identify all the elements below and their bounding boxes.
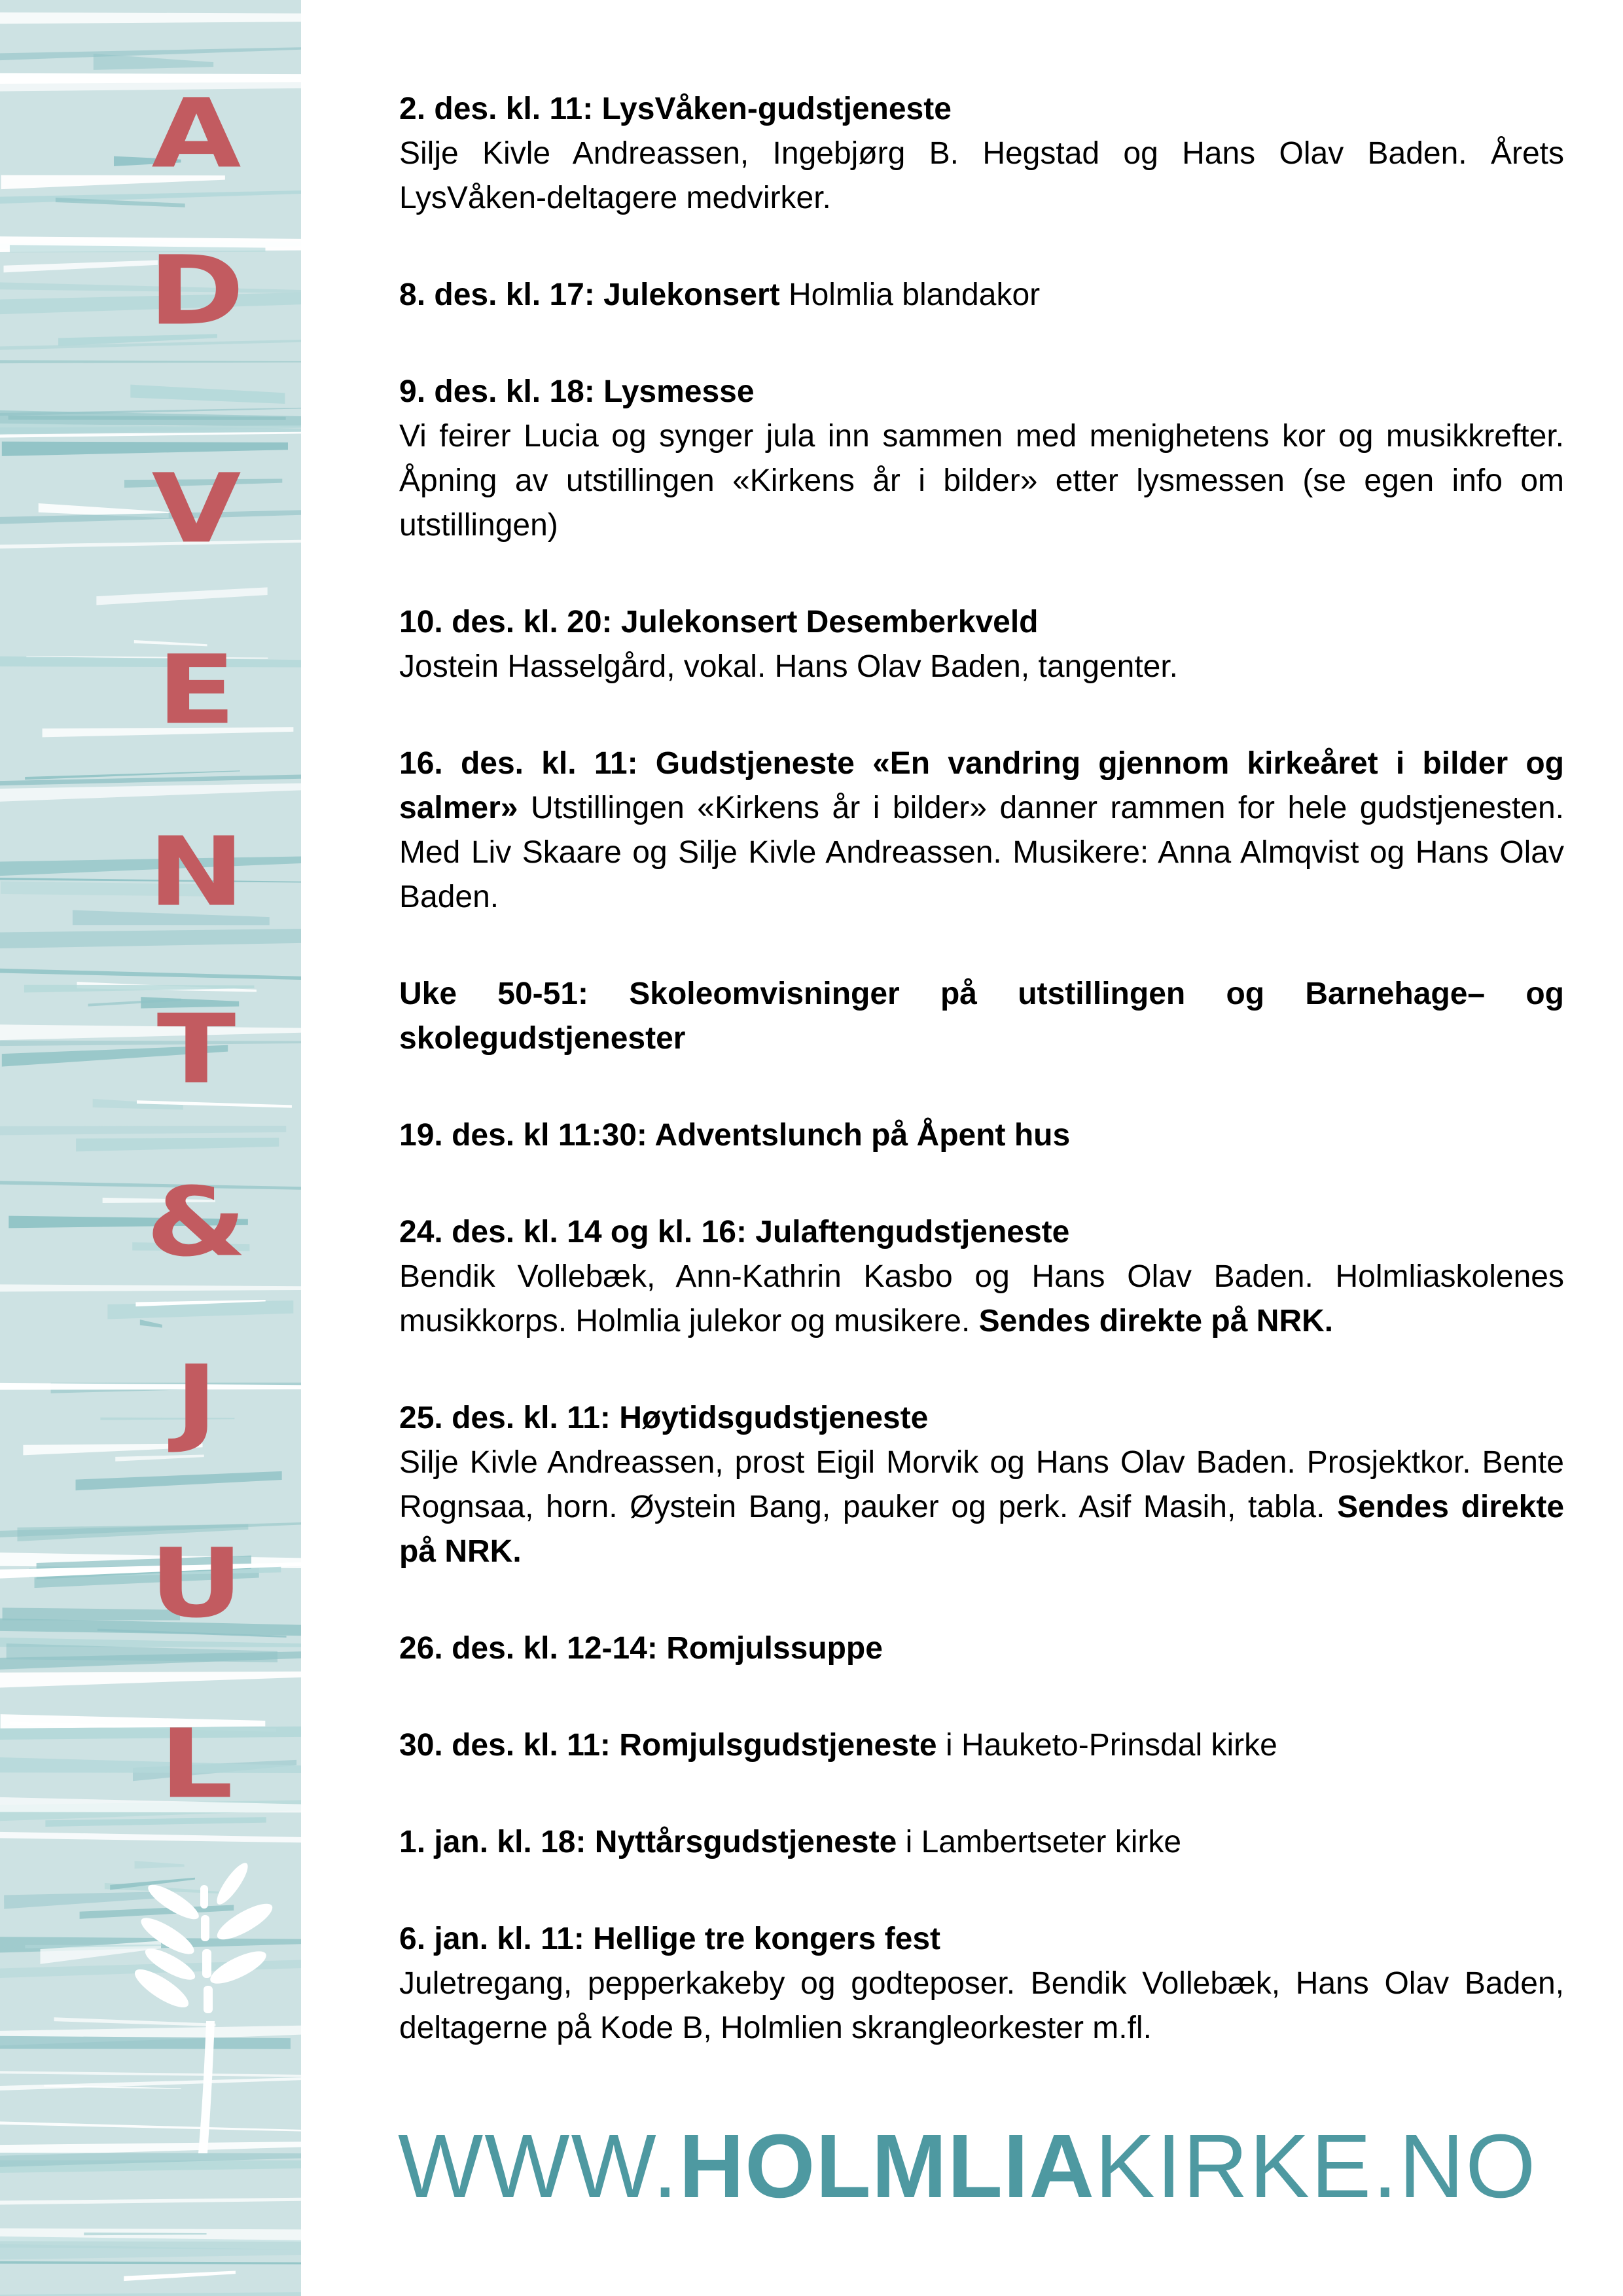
- website-url: [398, 2116, 1537, 2217]
- sidebar-letter: N: [147, 817, 245, 928]
- url-bold: HOLMLIA: [679, 2116, 1096, 2217]
- event-heading-run: 30. des. kl. 11: Romjulsgudstjeneste: [399, 1728, 937, 1763]
- event-heading-run: 25. des. kl. 11: Høytidsgudstjeneste: [399, 1401, 929, 1435]
- event-heading-run: 16. des. kl. 11: Gudstjeneste «En vandring gjennom kirkeåret i bilder og salmer»: [399, 746, 1564, 825]
- url-prefix: WWW.: [398, 2116, 679, 2217]
- sidebar-letter: L: [159, 1709, 234, 1820]
- event-heading-run: Uke 50-51: Skoleomvisninger på utstillingen og Barnehage– og skolegudstjenester: [399, 977, 1564, 1056]
- url-suffix: KIRKE.NO: [1095, 2116, 1537, 2217]
- sidebar-letter: &: [145, 1167, 247, 1278]
- event-body-run: Silje Kivle Andreassen, Ingebjørg B. Hegstad og Hans Olav Baden. Årets LysVåken-deltagere medvirker.: [399, 136, 1564, 215]
- event-heading-run: 26. des. kl. 12-14: Romjulssuppe: [399, 1631, 883, 1666]
- event-heading-run: 2. des. kl. 11: LysVåken-gudstjeneste: [399, 92, 952, 126]
- event-item: [399, 1820, 1564, 1865]
- event-list: [399, 87, 1564, 2103]
- sidebar-letter: J: [175, 1345, 218, 1456]
- event-item: [399, 1626, 1564, 1671]
- event-item: [399, 1210, 1564, 1344]
- sidebar-letter: U: [149, 1528, 243, 1640]
- event-heading-run: 8. des. kl. 17: Julekonsert: [399, 278, 789, 312]
- sidebar-letter: E: [156, 635, 236, 746]
- event-body-run: i Hauketo-Prinsdal kirke: [936, 1728, 1277, 1763]
- sidebar-letter: A: [151, 79, 241, 190]
- sidebar-letter: T: [156, 994, 236, 1105]
- event-body-run: i Lambertseter kirke: [897, 1825, 1182, 1859]
- event-heading-run: 6. jan. kl. 11: Hellige tre kongers fest: [399, 1922, 940, 1956]
- event-heading-run: 1. jan. kl. 18: Nyttårsgudstjeneste: [399, 1825, 897, 1859]
- event-heading-run: Sendes direkte på NRK.: [399, 1490, 1565, 1569]
- sidebar-letter: V: [151, 454, 241, 565]
- event-body-run: Silje Kivle Andreassen, prost Eigil Morvik og Hans Olav Baden. Prosjektkor. Bente Rognsaa, horn. Øystein Bang, pauker og perk. Asif Masih, tabla.: [399, 1445, 1564, 1524]
- event-item: [399, 600, 1564, 689]
- event-item: [399, 87, 1564, 221]
- event-body-run: Vi feirer Lucia og synger jula inn sammen med menighetens kor og musikkrefter. Åpning av utstillingen «Kirkens år i bilder» etter lysmessen (se egen info om utstillingen): [399, 419, 1564, 543]
- event-heading-run: 24. des. kl. 14 og kl. 16: Julaftengudstjeneste: [399, 1215, 1070, 1249]
- event-item: [399, 742, 1564, 920]
- event-item: [399, 1396, 1564, 1574]
- event-item: [399, 1723, 1564, 1768]
- sprig-branch-icon: [0, 1857, 301, 2165]
- event-body-run: Jostein Hasselgård, vokal. Hans Olav Baden, tangenter.: [399, 649, 1179, 684]
- event-heading-run: 10. des. kl. 20: Julekonsert Desemberkveld: [399, 605, 1039, 639]
- event-body-run: Juletregang, pepperkakeby og godteposer. Bendik Vollebæk, Hans Olav Baden, deltagerne på Kode B, Holmlien skrangleorkester m.fl.: [399, 1966, 1564, 2045]
- event-item: [399, 370, 1564, 548]
- event-item: [399, 1917, 1564, 2051]
- sidebar-letter: D: [148, 236, 245, 347]
- event-body-run: Holmlia blandakor: [788, 278, 1041, 312]
- event-item: [399, 1113, 1564, 1158]
- event-item: [399, 972, 1564, 1061]
- event-body-run: Bendik Vollebæk, Ann-Kathrin Kasbo og Hans Olav Baden. Holmliaskolenes musikkorps. Holmlia julekor og musikere.: [399, 1259, 1564, 1338]
- event-heading-run: Sendes direkte på NRK.: [978, 1304, 1334, 1338]
- event-item: [399, 273, 1564, 317]
- sidebar-banner: [0, 0, 301, 2296]
- event-heading-run: 9. des. kl. 18: Lysmesse: [399, 374, 755, 409]
- event-body-run: Utstillingen «Kirkens år i bilder» danner rammen for hele gudstjenesten. Med Liv Skaare og Silje Kivle Andreassen. Musikere: Anna Almqvist og Hans Olav Baden.: [399, 791, 1565, 914]
- event-heading-run: 19. des. kl 11:30: Adventslunch på Åpent hus: [399, 1118, 1071, 1153]
